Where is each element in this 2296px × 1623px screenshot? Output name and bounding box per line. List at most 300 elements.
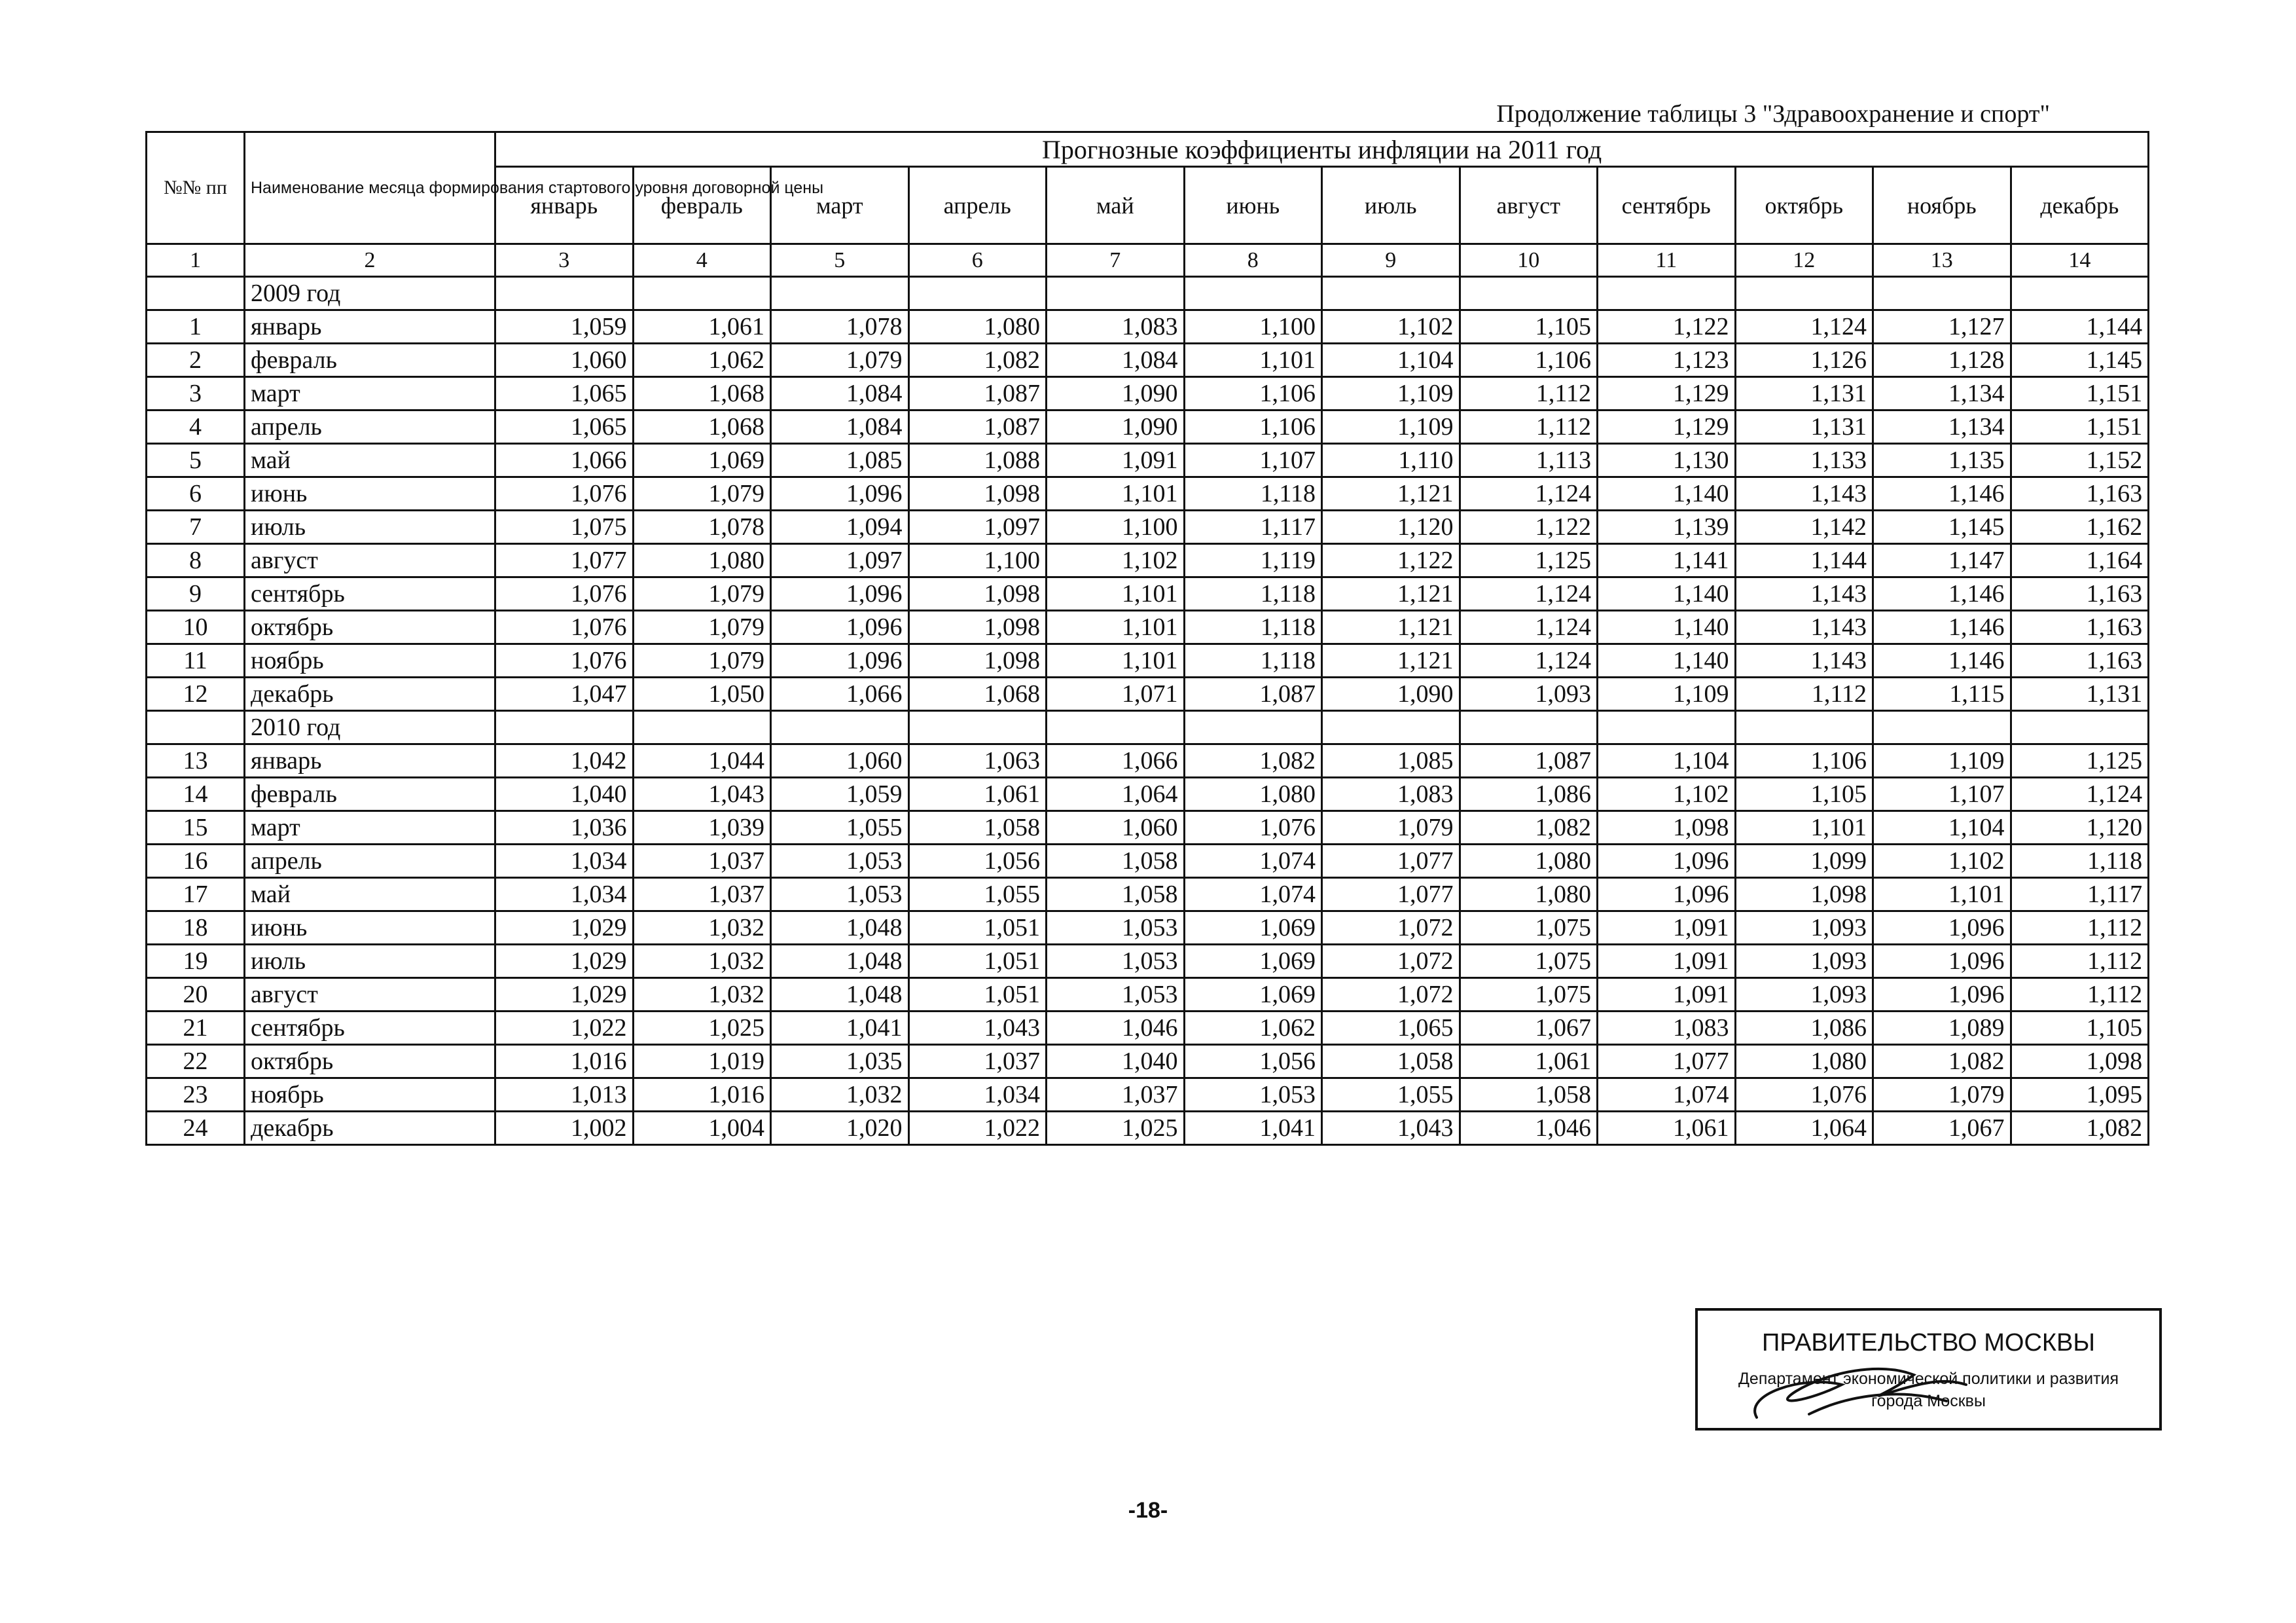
stamp-department: Департамент экономической политики и развития [1738, 1370, 2119, 1388]
coefficient-cell: 1,042 [495, 744, 634, 778]
coefficient-cell: 1,134 [1873, 377, 2011, 410]
coefficient-cell: 1,087 [908, 410, 1047, 444]
coefficient-cell: 1,102 [1322, 310, 1460, 344]
table-row [147, 1045, 2149, 1078]
coefficient-cell: 1,051 [908, 978, 1047, 1012]
coefficient-cell: 1,118 [1184, 577, 1322, 611]
coefficient-cell: 1,139 [1598, 511, 1736, 544]
coefficient-cell: 1,013 [495, 1078, 634, 1112]
row-number: 16 [147, 845, 245, 878]
coefficient-cell: 1,110 [1322, 444, 1460, 477]
row-number: 9 [147, 577, 245, 611]
row-number: 3 [147, 377, 245, 410]
coefficient-cell: 1,122 [1598, 310, 1736, 344]
coefficient-cell: 1,118 [1184, 611, 1322, 644]
header-num: №№ пп [147, 132, 245, 244]
row-start-month: сентябрь [245, 1012, 495, 1045]
table-row [147, 377, 2149, 410]
coefficient-cell: 1,088 [908, 444, 1047, 477]
year-row-empty-cell [1735, 711, 1873, 744]
coefficient-cell: 1,058 [1460, 1078, 1598, 1112]
row-start-month: октябрь [245, 1045, 495, 1078]
coefficient-cell: 1,034 [495, 845, 634, 878]
coefficient-cell: 1,120 [2011, 811, 2149, 845]
column-index-14: 14 [2011, 244, 2149, 277]
coefficient-cell: 1,056 [908, 845, 1047, 878]
coefficient-cell: 1,060 [771, 744, 909, 778]
coefficient-cell: 1,043 [908, 1012, 1047, 1045]
coefficient-cell: 1,034 [908, 1078, 1047, 1112]
coefficient-cell: 1,075 [1460, 978, 1598, 1012]
coefficient-cell: 1,102 [1873, 845, 2011, 878]
year-row-empty-cell [1598, 277, 1736, 310]
table-row [147, 344, 2149, 377]
table-row [147, 310, 2149, 344]
coefficient-cell: 1,162 [2011, 511, 2149, 544]
header-month-1: январь [495, 167, 634, 244]
coefficient-cell: 1,032 [633, 978, 771, 1012]
coefficient-cell: 1,062 [633, 344, 771, 377]
coefficient-cell: 1,084 [1047, 344, 1185, 377]
row-number: 23 [147, 1078, 245, 1112]
coefficient-cell: 1,076 [495, 577, 634, 611]
year-row-empty-cell [771, 711, 909, 744]
coefficient-cell: 1,053 [1184, 1078, 1322, 1112]
coefficient-cell: 1,077 [495, 544, 634, 577]
coefficient-cell: 1,097 [771, 544, 909, 577]
coefficient-cell: 1,079 [633, 477, 771, 511]
coefficient-cell: 1,096 [1873, 945, 2011, 978]
column-index-2: 2 [245, 244, 495, 277]
coefficient-cell: 1,131 [1735, 377, 1873, 410]
row-number: 21 [147, 1012, 245, 1045]
coefficient-cell: 1,084 [771, 377, 909, 410]
coefficient-cell: 1,147 [1873, 544, 2011, 577]
coefficient-cell: 1,163 [2011, 577, 2149, 611]
coefficient-cell: 1,140 [1598, 644, 1736, 678]
coefficient-cell: 1,069 [1184, 945, 1322, 978]
coefficient-cell: 1,059 [495, 310, 634, 344]
header-month-9: сентябрь [1598, 167, 1736, 244]
coefficient-cell: 1,090 [1322, 678, 1460, 711]
coefficient-cell: 1,040 [1047, 1045, 1185, 1078]
coefficient-cell: 1,083 [1047, 310, 1185, 344]
row-start-month: апрель [245, 410, 495, 444]
coefficient-cell: 1,055 [908, 878, 1047, 911]
coefficient-cell: 1,083 [1598, 1012, 1736, 1045]
coefficient-cell: 1,101 [1873, 878, 2011, 911]
coefficient-cell: 1,100 [1047, 511, 1185, 544]
header-month-7: июль [1322, 167, 1460, 244]
coefficient-cell: 1,082 [2011, 1112, 2149, 1145]
coefficient-cell: 1,134 [1873, 410, 2011, 444]
coefficient-cell: 1,055 [771, 811, 909, 845]
coefficient-cell: 1,127 [1873, 310, 2011, 344]
coefficient-cell: 1,146 [1873, 644, 2011, 678]
coefficient-cell: 1,107 [1184, 444, 1322, 477]
table-row [147, 978, 2149, 1012]
coefficient-cell: 1,145 [1873, 511, 2011, 544]
coefficient-cell: 1,061 [1460, 1045, 1598, 1078]
row-start-month: март [245, 377, 495, 410]
coefficient-cell: 1,142 [1735, 511, 1873, 544]
coefficient-cell: 1,004 [633, 1112, 771, 1145]
coefficient-cell: 1,029 [495, 945, 634, 978]
coefficient-cell: 1,060 [495, 344, 634, 377]
coefficient-cell: 1,098 [908, 644, 1047, 678]
coefficient-cell: 1,066 [1047, 744, 1185, 778]
row-start-month: июль [245, 511, 495, 544]
header-month-6: июнь [1184, 167, 1322, 244]
coefficient-cell: 1,087 [1460, 744, 1598, 778]
coefficient-cell: 1,064 [1735, 1112, 1873, 1145]
year-row-empty-cell [1735, 277, 1873, 310]
coefficient-cell: 1,020 [771, 1112, 909, 1145]
coefficient-cell: 1,041 [771, 1012, 909, 1045]
coefficient-cell: 1,091 [1047, 444, 1185, 477]
coefficient-cell: 1,104 [1322, 344, 1460, 377]
coefficient-cell: 1,068 [633, 377, 771, 410]
row-start-month: декабрь [245, 678, 495, 711]
row-start-month: ноябрь [245, 644, 495, 678]
coefficient-cell: 1,093 [1735, 911, 1873, 945]
coefficient-cell: 1,087 [908, 377, 1047, 410]
coefficient-cell: 1,109 [1873, 744, 2011, 778]
coefficient-cell: 1,105 [2011, 1012, 2149, 1045]
coefficient-cell: 1,053 [1047, 978, 1185, 1012]
coefficient-cell: 1,037 [633, 845, 771, 878]
coefficient-cell: 1,086 [1735, 1012, 1873, 1045]
coefficient-cell: 1,079 [633, 611, 771, 644]
column-index-8: 8 [1184, 244, 1322, 277]
header-month-3: март [771, 167, 909, 244]
row-start-month: июль [245, 945, 495, 978]
table-row [147, 410, 2149, 444]
row-start-month: май [245, 878, 495, 911]
header-start-month: Наименование месяца формирования стартового уровня договорной цены [245, 132, 495, 244]
column-index-4: 4 [633, 244, 771, 277]
signature-icon [1731, 1355, 2012, 1427]
table-row [147, 444, 2149, 477]
coefficient-cell: 1,095 [2011, 1078, 2149, 1112]
row-start-month: февраль [245, 344, 495, 377]
coefficient-cell: 1,066 [771, 678, 909, 711]
coefficient-cell: 1,125 [1460, 544, 1598, 577]
column-index-9: 9 [1322, 244, 1460, 277]
coefficient-cell: 1,141 [1598, 544, 1736, 577]
year-row-empty-cell [1047, 277, 1185, 310]
year-row [147, 277, 2149, 310]
coefficient-cell: 1,098 [1735, 878, 1873, 911]
coefficient-cell: 1,089 [1873, 1012, 2011, 1045]
coefficient-cell: 1,079 [771, 344, 909, 377]
coefficient-cell: 1,077 [1598, 1045, 1736, 1078]
row-start-month: апрель [245, 845, 495, 878]
coefficient-cell: 1,113 [1460, 444, 1598, 477]
coefficient-cell: 1,065 [495, 410, 634, 444]
row-number: 17 [147, 878, 245, 911]
coefficient-cell: 1,067 [1873, 1112, 2011, 1145]
table-row [147, 511, 2149, 544]
coefficient-cell: 1,104 [1873, 811, 2011, 845]
coefficient-cell: 1,131 [1735, 410, 1873, 444]
table-row [147, 577, 2149, 611]
coefficient-cell: 1,130 [1598, 444, 1736, 477]
coefficient-cell: 1,061 [1598, 1112, 1736, 1145]
coefficient-cell: 1,096 [1598, 878, 1736, 911]
coefficient-cell: 1,022 [495, 1012, 634, 1045]
coefficient-cell: 1,098 [908, 477, 1047, 511]
coefficient-cell: 1,118 [1184, 477, 1322, 511]
coefficient-cell: 1,163 [2011, 477, 2149, 511]
row-number: 13 [147, 744, 245, 778]
coefficient-cell: 1,085 [1322, 744, 1460, 778]
coefficient-cell: 1,112 [2011, 911, 2149, 945]
coefficient-cell: 1,061 [908, 778, 1047, 811]
header-month-8: август [1460, 167, 1598, 244]
table-row [147, 845, 2149, 878]
stamp-title: ПРАВИТЕЛЬСТВО МОСКВЫ [1761, 1329, 2096, 1357]
coefficient-cell: 1,131 [2011, 678, 2149, 711]
coefficient-cell: 1,077 [1322, 845, 1460, 878]
coefficient-cell: 1,121 [1322, 477, 1460, 511]
row-start-month: август [245, 978, 495, 1012]
row-start-month: январь [245, 744, 495, 778]
header-month-11: ноябрь [1873, 167, 2011, 244]
column-index-12: 12 [1735, 244, 1873, 277]
row-start-month: июнь [245, 911, 495, 945]
coefficient-cell: 1,096 [1873, 978, 2011, 1012]
coefficient-cell: 1,032 [771, 1078, 909, 1112]
table-row [147, 878, 2149, 911]
coefficient-cell: 1,067 [1460, 1012, 1598, 1045]
coefficient-cell: 1,124 [1460, 577, 1598, 611]
coefficient-cell: 1,074 [1598, 1078, 1736, 1112]
coefficient-cell: 1,145 [2011, 344, 2149, 377]
year-row-num [147, 711, 245, 744]
header-month-2: февраль [633, 167, 771, 244]
coefficient-cell: 1,079 [1322, 811, 1460, 845]
coefficient-cell: 1,140 [1598, 477, 1736, 511]
coefficient-cell: 1,124 [2011, 778, 2149, 811]
table-row [147, 1112, 2149, 1145]
coefficient-cell: 1,058 [1047, 878, 1185, 911]
coefficient-cell: 1,109 [1598, 678, 1736, 711]
coefficient-cell: 1,122 [1322, 544, 1460, 577]
coefficient-cell: 1,068 [908, 678, 1047, 711]
coefficient-cell: 1,056 [1184, 1045, 1322, 1078]
coefficient-cell: 1,032 [633, 911, 771, 945]
coefficient-cell: 1,107 [1873, 778, 2011, 811]
coefficient-cell: 1,072 [1322, 978, 1460, 1012]
year-row-empty-cell [2011, 277, 2149, 310]
coefficient-cell: 1,106 [1735, 744, 1873, 778]
row-number: 1 [147, 310, 245, 344]
row-start-month: февраль [245, 778, 495, 811]
year-row [147, 711, 2149, 744]
row-start-month: декабрь [245, 1112, 495, 1145]
year-row-empty-cell [495, 711, 634, 744]
coefficient-cell: 1,121 [1322, 644, 1460, 678]
coefficient-cell: 1,069 [1184, 911, 1322, 945]
coefficient-cell: 1,074 [1184, 878, 1322, 911]
government-stamp [1695, 1308, 2162, 1431]
coefficient-cell: 1,112 [1460, 410, 1598, 444]
coefficient-cell: 1,120 [1322, 511, 1460, 544]
coefficient-cell: 1,079 [633, 577, 771, 611]
coefficient-cell: 1,058 [908, 811, 1047, 845]
coefficient-cell: 1,109 [1322, 377, 1460, 410]
coefficient-cell: 1,075 [1460, 911, 1598, 945]
coefficient-cell: 1,124 [1460, 644, 1598, 678]
year-row-empty-cell [633, 711, 771, 744]
coefficient-cell: 1,099 [1735, 845, 1873, 878]
coefficient-cell: 1,037 [1047, 1078, 1185, 1112]
coefficient-cell: 1,091 [1598, 945, 1736, 978]
row-number: 14 [147, 778, 245, 811]
table-row [147, 744, 2149, 778]
year-row-empty-cell [1322, 711, 1460, 744]
coefficient-cell: 1,043 [633, 778, 771, 811]
stamp-city: города Москвы [1871, 1392, 1986, 1410]
coefficient-cell: 1,086 [1460, 778, 1598, 811]
coefficient-cell: 1,074 [1184, 845, 1322, 878]
coefficient-cell: 1,117 [1184, 511, 1322, 544]
coefficient-cell: 1,112 [1460, 377, 1598, 410]
coefficient-cell: 1,163 [2011, 611, 2149, 644]
header-coef-title: Прогнозные коэффициенты инфляции на 2011 год [495, 132, 2149, 167]
column-index-5: 5 [771, 244, 909, 277]
coefficient-cell: 1,032 [633, 945, 771, 978]
row-number: 8 [147, 544, 245, 577]
coefficient-cell: 1,121 [1322, 611, 1460, 644]
coefficient-cell: 1,124 [1460, 611, 1598, 644]
coefficient-cell: 1,112 [1735, 678, 1873, 711]
coefficient-cell: 1,037 [908, 1045, 1047, 1078]
coefficient-cell: 1,140 [1598, 577, 1736, 611]
coefficient-cell: 1,022 [908, 1112, 1047, 1145]
inflation-coefficients-table [145, 131, 2149, 1146]
table-row [147, 1078, 2149, 1112]
coefficient-cell: 1,029 [495, 978, 634, 1012]
coefficient-cell: 1,058 [1047, 845, 1185, 878]
row-number: 15 [147, 811, 245, 845]
year-label: 2009 год [245, 277, 495, 310]
year-row-empty-cell [771, 277, 909, 310]
coefficient-cell: 1,096 [771, 577, 909, 611]
table-row [147, 678, 2149, 711]
coefficient-cell: 1,098 [2011, 1045, 2149, 1078]
row-number: 19 [147, 945, 245, 978]
coefficient-cell: 1,050 [633, 678, 771, 711]
column-index-6: 6 [908, 244, 1047, 277]
coefficient-cell: 1,090 [1047, 410, 1185, 444]
coefficient-cell: 1,034 [495, 878, 634, 911]
coefficient-cell: 1,098 [908, 611, 1047, 644]
coefficient-cell: 1,096 [1598, 845, 1736, 878]
coefficient-cell: 1,060 [1047, 811, 1185, 845]
coefficient-cell: 1,040 [495, 778, 634, 811]
coefficient-cell: 1,101 [1184, 344, 1322, 377]
coefficient-cell: 1,128 [1873, 344, 2011, 377]
row-start-month: август [245, 544, 495, 577]
coefficient-cell: 1,080 [1460, 845, 1598, 878]
coefficient-cell: 1,098 [908, 577, 1047, 611]
coefficient-cell: 1,051 [908, 911, 1047, 945]
coefficient-cell: 1,047 [495, 678, 634, 711]
row-number: 22 [147, 1045, 245, 1078]
coefficient-cell: 1,072 [1322, 945, 1460, 978]
coefficient-cell: 1,121 [1322, 577, 1460, 611]
coefficient-cell: 1,133 [1735, 444, 1873, 477]
table-row [147, 811, 2149, 845]
coefficient-cell: 1,039 [633, 811, 771, 845]
year-row-empty-cell [1873, 277, 2011, 310]
coefficient-cell: 1,072 [1322, 911, 1460, 945]
coefficient-cell: 1,101 [1047, 477, 1185, 511]
coefficient-cell: 1,112 [2011, 978, 2149, 1012]
coefficient-cell: 1,051 [908, 945, 1047, 978]
table-row [147, 611, 2149, 644]
coefficient-cell: 1,151 [2011, 377, 2149, 410]
coefficient-cell: 1,068 [633, 410, 771, 444]
coefficient-cell: 1,143 [1735, 611, 1873, 644]
row-number: 2 [147, 344, 245, 377]
coefficient-cell: 1,098 [1598, 811, 1736, 845]
column-index-11: 11 [1598, 244, 1736, 277]
coefficient-cell: 1,119 [1184, 544, 1322, 577]
coefficient-cell: 1,096 [771, 644, 909, 678]
coefficient-cell: 1,076 [1735, 1078, 1873, 1112]
coefficient-cell: 1,094 [771, 511, 909, 544]
coefficient-cell: 1,053 [1047, 911, 1185, 945]
coefficient-cell: 1,122 [1460, 511, 1598, 544]
coefficient-cell: 1,037 [633, 878, 771, 911]
coefficient-cell: 1,069 [1184, 978, 1322, 1012]
coefficient-cell: 1,106 [1184, 377, 1322, 410]
coefficient-cell: 1,071 [1047, 678, 1185, 711]
coefficient-cell: 1,035 [771, 1045, 909, 1078]
coefficient-cell: 1,125 [2011, 744, 2149, 778]
year-row-empty-cell [2011, 711, 2149, 744]
coefficient-cell: 1,100 [908, 544, 1047, 577]
coefficient-cell: 1,025 [1047, 1112, 1185, 1145]
row-start-month: май [245, 444, 495, 477]
coefficient-cell: 1,129 [1598, 377, 1736, 410]
row-number: 20 [147, 978, 245, 1012]
coefficient-cell: 1,117 [2011, 878, 2149, 911]
row-start-month: июнь [245, 477, 495, 511]
coefficient-cell: 1,087 [1184, 678, 1322, 711]
coefficient-cell: 1,075 [1460, 945, 1598, 978]
coefficient-cell: 1,101 [1047, 611, 1185, 644]
coefficient-cell: 1,048 [771, 978, 909, 1012]
coefficient-cell: 1,106 [1184, 410, 1322, 444]
coefficient-cell: 1,064 [1047, 778, 1185, 811]
coefficient-cell: 1,143 [1735, 644, 1873, 678]
coefficient-cell: 1,069 [633, 444, 771, 477]
coefficient-cell: 1,046 [1047, 1012, 1185, 1045]
coefficient-cell: 1,059 [771, 778, 909, 811]
coefficient-cell: 1,029 [495, 911, 634, 945]
row-start-month: октябрь [245, 611, 495, 644]
row-start-month: ноябрь [245, 1078, 495, 1112]
coefficient-cell: 1,082 [908, 344, 1047, 377]
column-index-13: 13 [1873, 244, 2011, 277]
coefficient-cell: 1,129 [1598, 410, 1736, 444]
coefficient-cell: 1,055 [1322, 1078, 1460, 1112]
coefficient-cell: 1,091 [1598, 978, 1736, 1012]
